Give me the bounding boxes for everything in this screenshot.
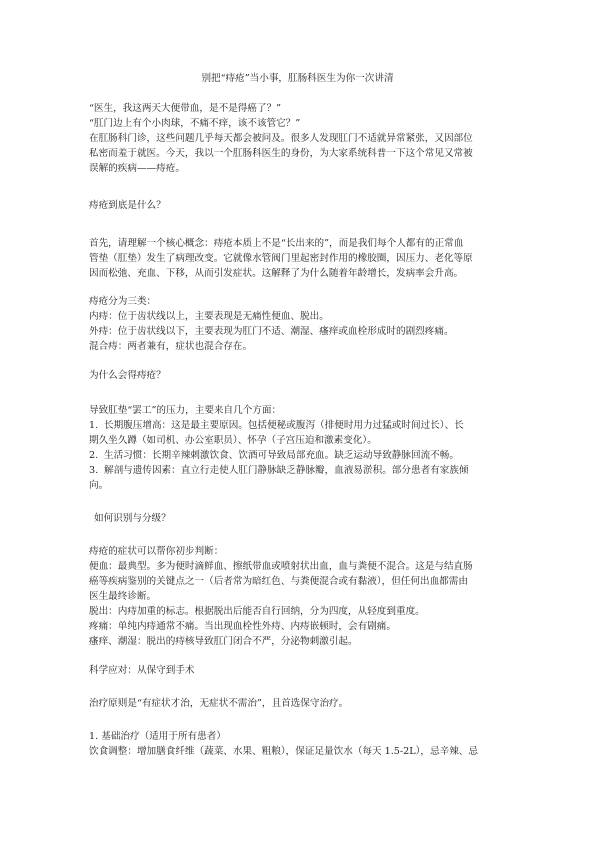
section-heading-treatment: 科学应对：从保守到手术 bbox=[89, 665, 195, 676]
list-item-line: 向。 bbox=[89, 480, 109, 491]
treatment-principle: 治疗原则是“有症状才治，无症状不需治”，且首选保守治疗。 bbox=[89, 698, 349, 709]
section-heading-identify: 如何识别与分级？ bbox=[94, 513, 171, 524]
intro-line: 私密而羞于就医。今天，我以一个肛肠科医生的身份，为大家系统科普一下这个常见又常被 bbox=[89, 148, 473, 159]
cause-lead: 导致肛垫“罢工”的压力，主要来自几个方面： bbox=[89, 405, 282, 416]
symptom-line: 脱出：内痔加重的标志。根据脱出后能否自行回纳，分为四度，从轻度到重度。 bbox=[89, 606, 425, 617]
type-external: 外痔：位于齿状线以下，主要表现为肛门不适、潮湿、瘙痒或血栓形成时的剧烈疼痛。 bbox=[89, 326, 454, 337]
types-heading: 痔疮分为三类： bbox=[89, 296, 157, 307]
list-number: 2. bbox=[89, 450, 99, 461]
symptom-line: 癌等疾病鉴别的关键点之一（后者常为暗红色、与粪便混合或有黏液），但任何出血都需由 bbox=[89, 576, 468, 587]
list-item-line: 解剖与遗传因素：直立行走使人肛门静脉缺乏静脉瓣，血液易淤积。部分患者有家族倾 bbox=[104, 465, 469, 476]
intro-line: 在肛肠科门诊，这些问题几乎每天都会被问及。很多人发现肛门不适就异常紧张，又因部位 bbox=[89, 133, 473, 144]
symptom-line: 医生最终诊断。 bbox=[89, 591, 157, 602]
symptom-line: 瘙痒、潮湿：脱出的痔核导致肛门闭合不严，分泌物刺激引起。 bbox=[89, 636, 358, 647]
list-item-line: 生活习惯：长期辛辣刺激饮食、饮酒可导致局部充血。缺乏运动导致静脉回流不畅。 bbox=[104, 450, 459, 461]
type-internal: 内痔：位于齿状线以上，主要表现是无痛性便血、脱出。 bbox=[89, 311, 329, 322]
section-heading-why: 为什么会得痔疮？ bbox=[89, 370, 166, 381]
diet-line: 饮食调整：增加膳食纤维（蔬菜、水果、粗粮），保证足量饮水（每天 1.5-2L），忌辛辣、忌 bbox=[89, 746, 478, 757]
paragraph-line: 因而松弛、充血、下移，从而引发症状。这解释了为什么随着年龄增长，发病率会升高。 bbox=[89, 268, 464, 279]
intro-line: “医生，我这两天大便带血，是不是得癌了？” bbox=[89, 103, 282, 114]
intro-line: 误解的疾病——痔疮。 bbox=[89, 163, 185, 174]
paragraph-line: 首先，请理解一个核心概念：痔疮本质上不是“长出来的”，而是我们每个人都有的正常血 bbox=[89, 238, 464, 249]
list-item-line: 长期腹压增高：这是最主要原因。包括便秘或腹泻（排便时用力过猛或时间过长）、长 bbox=[104, 420, 464, 431]
paragraph-line: 管垫（肛垫）发生了病理改变。它就像水管阀门里起密封作用的橡胶圈，因压力、老化等原 bbox=[89, 253, 473, 264]
intro-line: “肛门边上有个小肉球，不痛不痒，该不该管它？” bbox=[89, 118, 301, 129]
symptom-line: 便血：最典型。多为便时滴鲜血、擦纸带血或喷射状出血，血与粪便不混合。这是与结直肠 bbox=[89, 561, 473, 572]
type-mixed: 混合痔：两者兼有，症状也混合存在。 bbox=[89, 341, 253, 352]
list-number: 3. bbox=[89, 465, 99, 476]
symptom-line: 痔疮的症状可以帮你初步判断： bbox=[89, 546, 224, 557]
symptom-line: 疼痛：单纯内痔通常不痛。当出现血栓性外痔、内痔嵌顿时，会有剧痛。 bbox=[89, 621, 396, 632]
section-heading-what: 痔疮到底是什么？ bbox=[89, 200, 166, 211]
treatment-subheading: 1. 基础治疗（适用于所有患者） bbox=[89, 731, 226, 742]
list-number: 1. bbox=[89, 420, 99, 431]
list-item-line: 期久坐久蹲（如司机、办公室职员）、怀孕（子宫压迫和激素变化）。 bbox=[89, 435, 377, 446]
page-title: 别把“痔疮”当小事，肛肠科医生为你一次讲清 bbox=[201, 73, 394, 84]
